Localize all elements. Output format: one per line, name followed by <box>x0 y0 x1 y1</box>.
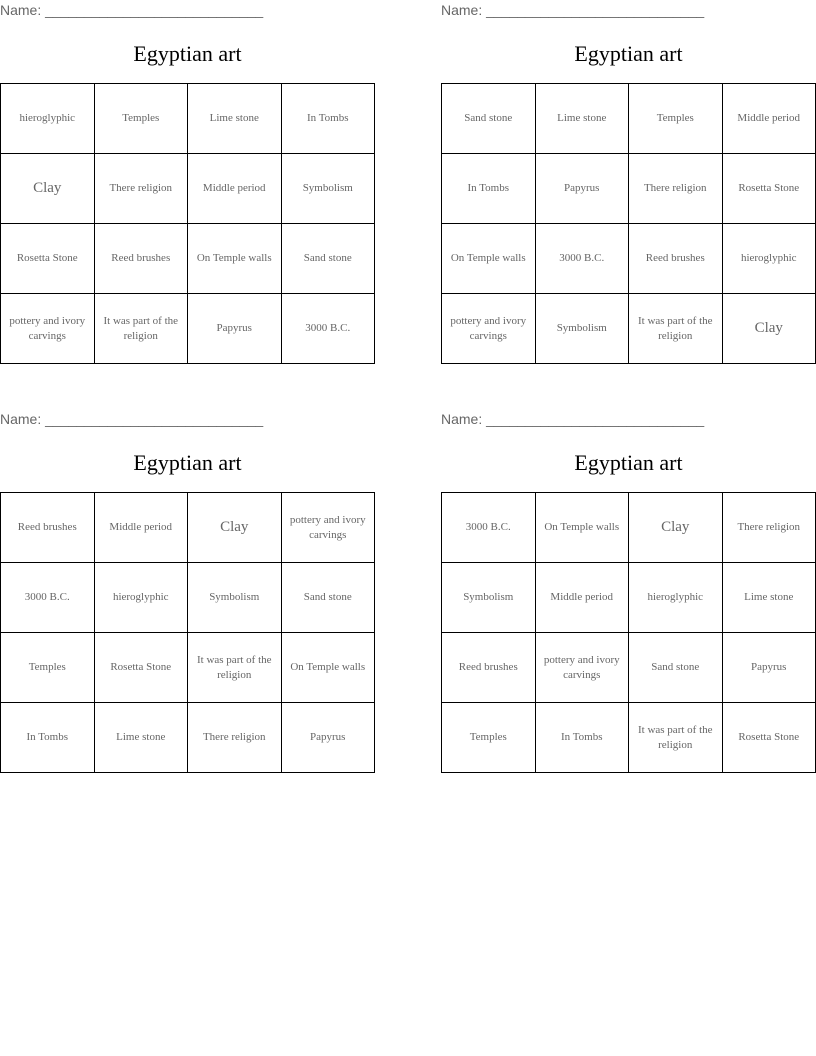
grid-cell: Reed brushes <box>629 224 723 294</box>
grid-cell: Clay <box>1 154 95 224</box>
grid-cell: It was part of the religion <box>94 294 188 364</box>
grid-row <box>1 84 375 154</box>
grid-cell: Clay <box>629 493 723 563</box>
grid-cell: Temples <box>442 703 536 773</box>
grid-cell: Middle period <box>94 493 188 563</box>
grid-cell: Temples <box>629 84 723 154</box>
grid-row <box>1 224 375 294</box>
bingo-grid <box>441 492 816 773</box>
card-title: Egyptian art <box>133 450 242 475</box>
grid-cell: Symbolism <box>281 154 375 224</box>
grid-cell: Symbolism <box>188 563 282 633</box>
grid-cell: There religion <box>188 703 282 773</box>
grid-cell: Papyrus <box>281 703 375 773</box>
grid-cell: 3000 B.C. <box>535 224 629 294</box>
grid-cell: There religion <box>94 154 188 224</box>
bingo-grid <box>0 83 375 364</box>
card-title: Egyptian art <box>133 41 242 66</box>
grid-cell: hieroglyphic <box>722 224 816 294</box>
grid-row <box>442 563 816 633</box>
grid-row <box>442 633 816 703</box>
grid-cell: Rosetta Stone <box>722 703 816 773</box>
grid-row <box>442 154 816 224</box>
grid-cell: Rosetta Stone <box>94 633 188 703</box>
grid-cell: In Tombs <box>281 84 375 154</box>
grid-cell: Temples <box>94 84 188 154</box>
grid-cell: Middle period <box>188 154 282 224</box>
grid-cell: pottery and ivory carvings <box>535 633 629 703</box>
card-title: Egyptian art <box>574 41 683 66</box>
bingo-grid <box>441 83 816 364</box>
grid-cell: Reed brushes <box>1 493 95 563</box>
grid-cell: Sand stone <box>629 633 723 703</box>
name-field: Name: ____________________________ <box>0 2 264 18</box>
grid-cell: Symbolism <box>442 563 536 633</box>
grid-cell: Papyrus <box>188 294 282 364</box>
grid-cell: In Tombs <box>535 703 629 773</box>
grid-cell: pottery and ivory carvings <box>1 294 95 364</box>
grid-cell: Lime stone <box>94 703 188 773</box>
name-field: Name: ____________________________ <box>441 2 705 18</box>
grid-cell: Symbolism <box>535 294 629 364</box>
grid-cell: Lime stone <box>722 563 816 633</box>
name-field: Name: ____________________________ <box>441 411 705 427</box>
card-title: Egyptian art <box>574 450 683 475</box>
grid-cell: It was part of the religion <box>188 633 282 703</box>
grid-row <box>442 493 816 563</box>
grid-cell: pottery and ivory carvings <box>442 294 536 364</box>
grid-row <box>442 294 816 364</box>
grid-cell: Temples <box>1 633 95 703</box>
grid-cell: Papyrus <box>722 633 816 703</box>
grid-cell: In Tombs <box>442 154 536 224</box>
bingo-grid <box>0 492 375 773</box>
grid-cell: On Temple walls <box>281 633 375 703</box>
grid-cell: pottery and ivory carvings <box>281 493 375 563</box>
grid-row <box>1 703 375 773</box>
grid-row <box>1 493 375 563</box>
grid-cell: Lime stone <box>188 84 282 154</box>
grid-cell: Clay <box>188 493 282 563</box>
grid-cell: On Temple walls <box>188 224 282 294</box>
grid-cell: Sand stone <box>281 224 375 294</box>
grid-cell: On Temple walls <box>535 493 629 563</box>
grid-cell: 3000 B.C. <box>442 493 536 563</box>
grid-cell: hieroglyphic <box>629 563 723 633</box>
grid-row <box>1 633 375 703</box>
grid-cell: Middle period <box>535 563 629 633</box>
grid-cell: Clay <box>722 294 816 364</box>
grid-cell: Rosetta Stone <box>722 154 816 224</box>
grid-cell: On Temple walls <box>442 224 536 294</box>
grid-cell: Sand stone <box>442 84 536 154</box>
grid-row <box>1 294 375 364</box>
grid-row <box>1 154 375 224</box>
name-field: Name: ____________________________ <box>0 411 264 427</box>
grid-cell: Rosetta Stone <box>1 224 95 294</box>
grid-cell: In Tombs <box>1 703 95 773</box>
grid-cell: Lime stone <box>535 84 629 154</box>
grid-cell: Middle period <box>722 84 816 154</box>
grid-row <box>442 84 816 154</box>
grid-cell: There religion <box>722 493 816 563</box>
grid-cell: Reed brushes <box>94 224 188 294</box>
grid-row <box>442 703 816 773</box>
grid-row <box>442 224 816 294</box>
grid-cell: It was part of the religion <box>629 703 723 773</box>
grid-row <box>1 563 375 633</box>
grid-cell: Reed brushes <box>442 633 536 703</box>
grid-cell: 3000 B.C. <box>281 294 375 364</box>
grid-cell: hieroglyphic <box>94 563 188 633</box>
grid-cell: It was part of the religion <box>629 294 723 364</box>
grid-cell: There religion <box>629 154 723 224</box>
grid-cell: Sand stone <box>281 563 375 633</box>
grid-cell: Papyrus <box>535 154 629 224</box>
grid-cell: hieroglyphic <box>1 84 95 154</box>
grid-cell: 3000 B.C. <box>1 563 95 633</box>
